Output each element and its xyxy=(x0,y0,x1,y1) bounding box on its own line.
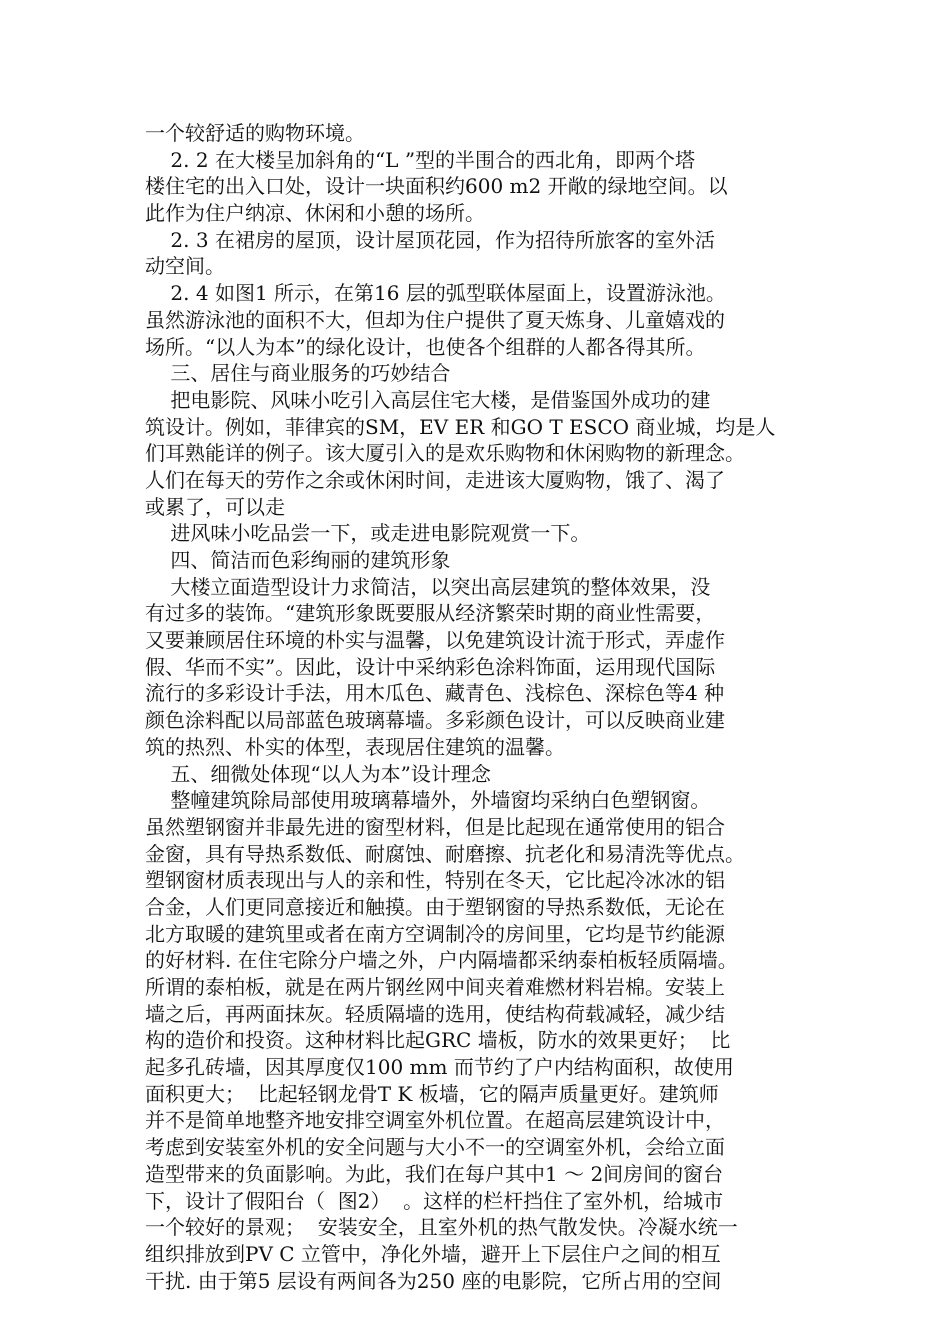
text-line: 虽然游泳池的面积不大，但却为住户提供了夏天炼身、儿童嬉戏的 xyxy=(145,307,725,332)
text-line: 四、简洁而色彩绚丽的建筑形象 xyxy=(145,548,451,572)
text-line: 进风味小吃品尝一下，或走进电影院观赏一下。 xyxy=(145,521,591,546)
text-line: 场所。“以人为本”的绿化设计，也使各个组群的人都各得其所。 xyxy=(145,334,706,359)
text-line: 塑钢窗材质表现出与人的亲和性，特别在冬天，它比起冷冰冰的铝 xyxy=(145,868,725,893)
text-line: 并不是简单地整齐地安排空调室外机位置。在超高层建筑设计中， xyxy=(145,1108,725,1133)
text-line: 的好材料. 在住宅除分户墙之外，户内隔墙都采纳泰柏板轻质隔墙。 xyxy=(145,948,738,973)
text-line: 组织排放到PV C 立管中，净化外墙，避开上下层住户之间的相互 xyxy=(145,1241,721,1266)
text-line: 2. 3 在裙房的屋顶，设计屋顶花园，作为招待所旅客的室外活 xyxy=(145,227,715,252)
text-line: 造型带来的负面影响。为此，我们在每户其中1 ～ 2间房间的窗台 xyxy=(145,1161,724,1186)
text-line: 又要兼顾居住环境的朴实与温馨，以免建筑设计流于形式，弄虚作 xyxy=(145,628,725,653)
text-line: 三、居住与商业服务的巧妙结合 xyxy=(145,361,451,386)
text-line: 2. 4 如图1 所示，在第16 层的弧型联体屋面上，设置游泳池。 xyxy=(145,281,726,306)
text-line: 一个较好的景观； 安装安全，且室外机的热气散发快。冷凝水统一 xyxy=(145,1215,738,1240)
text-line: 合金，人们更同意接近和触摸。由于塑钢窗的导热系数低，无论在 xyxy=(145,894,725,919)
text-line: 考虑到安装室外机的安全问题与大小不一的空调室外机，会给立面 xyxy=(145,1135,725,1160)
text-line: 2. 2 在大楼呈加斜角的“L ”型的半围合的西北角，即两个塔 xyxy=(145,147,696,172)
text-line: 人们在每天的劳作之余或休闲时间，走进该大厦购物，饿了、渴了 xyxy=(145,467,725,492)
text-line: 整幢建筑除局部使用玻璃幕墙外，外墙窗均采纳白色塑钢窗。 xyxy=(145,788,711,813)
text-line: 下，设计了假阳台（ 图2） 。这样的栏杆挡住了室外机，给城市 xyxy=(145,1188,724,1213)
text-line: 所谓的泰柏板，就是在两片钢丝网中间夹着难燃材料岩棉。安装上 xyxy=(145,975,725,999)
text-line: 构的造价和投资。这种材料比起GRC 墙板，防水的效果更好； 比 xyxy=(145,1028,731,1053)
text-line: 干扰. 由于第5 层设有两间各为250 座的电影院，它所占用的空间 xyxy=(145,1268,722,1293)
text-line: 此作为住户纳凉、休闲和小憩的场所。 xyxy=(145,201,485,226)
text-line: 们耳熟能详的例子。该大厦引入的是欢乐购物和休闲购物的新理念。 xyxy=(145,441,745,466)
text-line: 颜色涂料配以局部蓝色玻璃幕墙。多彩颜色设计，可以反映商业建 xyxy=(145,708,725,733)
text-line: 五、细微处体现“以人为本”设计理念 xyxy=(145,761,491,786)
text-line: 北方取暖的建筑里或者在南方空调制冷的房间里，它均是节约能源 xyxy=(145,921,725,946)
text-line: 起多孔砖墙，因其厚度仅100 mm 而节约了户内结构面积，故使用 xyxy=(145,1055,734,1080)
text-line: 金窗，具有导热系数低、耐腐蚀、耐磨擦、抗老化和易清洗等优点。 xyxy=(145,841,745,866)
text-line: 一个较舒适的购物环境。 xyxy=(145,121,365,145)
text-line: 大楼立面造型设计力求简洁，以突出高层建筑的整体效果，没 xyxy=(145,574,711,599)
text-line: 假、华而不实”。因此，设计中采纳彩色涂料饰面，运用现代国际 xyxy=(145,654,716,679)
text-line: 墙之后，再两面抹灰。轻质隔墙的选用，使结构荷载减轻，减少结 xyxy=(145,1001,725,1026)
text-line: 虽然塑钢窗并非最先进的窗型材料，但是比起现在通常使用的铝合 xyxy=(145,814,725,839)
text-line: 筑设计。例如，菲律宾的SM，EV ER 和GO T ESCO 商业城，均是人 xyxy=(145,414,776,439)
body-text xyxy=(145,120,815,1294)
text-line: 面积更大； 比起轻钢龙骨T K 板墙，它的隔声质量更好。建筑师 xyxy=(145,1081,719,1106)
text-line: 动空间。 xyxy=(145,254,225,279)
text-line: 把电影院、风味小吃引入高层住宅大楼，是借鉴国外成功的建 xyxy=(145,387,711,412)
text-line: 或累了，可以走 xyxy=(145,494,285,519)
text-line: 流行的多彩设计手法，用木瓜色、藏青色、浅棕色、深棕色等4 种 xyxy=(145,681,725,706)
text-line: 有过多的装饰。“建筑形象既要服从经济繁荣时期的商业性需要， xyxy=(145,601,716,626)
text-line: 楼住宅的出入口处，设计一块面积约600 m2 开敞的绿地空间。以 xyxy=(145,174,728,199)
text-line: 筑的热烈、朴实的体型，表现居住建筑的温馨。 xyxy=(145,734,565,759)
